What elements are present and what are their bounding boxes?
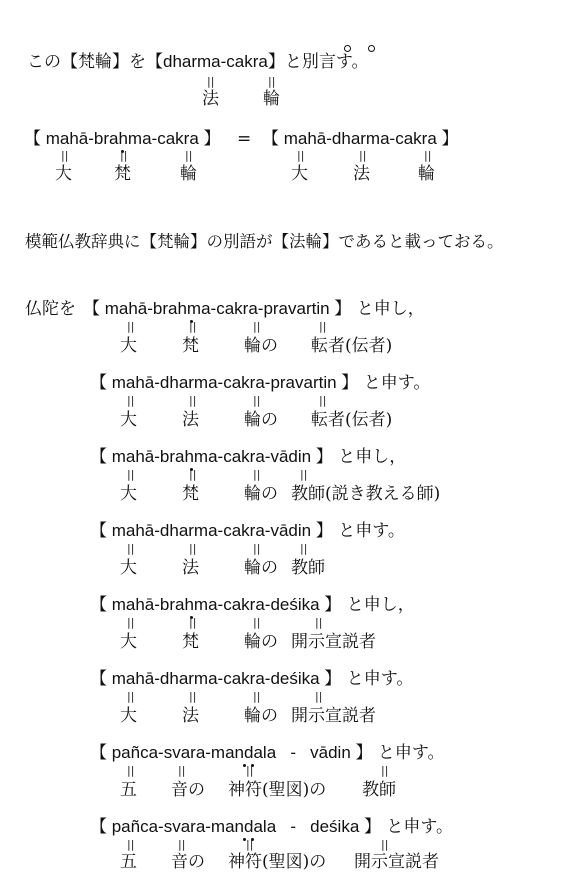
equality-mark: ||: [185, 149, 193, 162]
equality-mark: ||: [300, 542, 308, 555]
equality-mark: ||: [61, 149, 69, 162]
gloss-char: 音の: [171, 852, 205, 872]
buddha-intro: 仏陀を: [25, 299, 76, 319]
gloss-char: 輪の: [244, 706, 278, 726]
equation-right: 【 mahā-dharma-cakra 】: [262, 129, 459, 148]
intro-text-b: 】と別言す。: [267, 52, 369, 72]
entry-tail: と申し，: [356, 299, 425, 319]
gloss-char: 輪: [418, 164, 435, 184]
equality-mark: ||: [127, 542, 135, 555]
note-line: 模範仏教辞典に【梵輪】の別語が【法輪】であると載っておる。: [25, 232, 504, 251]
equality-mark: ||: [127, 838, 135, 851]
entry-term: 【 mahā-dharma-cakra-deśika 】: [90, 669, 342, 688]
gloss-char: 輪の: [244, 484, 278, 504]
equality-mark: ||: [189, 468, 197, 481]
entry-tail: と申す。: [386, 817, 454, 837]
intro-term: dharma-cakra: [163, 52, 268, 71]
entry-tail: と申す。: [338, 521, 405, 541]
equality-mark: ||: [189, 616, 197, 629]
gloss-char: 法: [182, 410, 199, 430]
equality-mark: ||: [189, 690, 197, 703]
gloss-char: 大: [291, 164, 308, 184]
equality-mark: ||: [300, 468, 308, 481]
gloss-char: 神符(聖図)の: [228, 780, 327, 800]
gloss-char: 梵: [114, 164, 131, 184]
equality-mark: ||: [253, 468, 261, 481]
equality-mark: ||: [253, 542, 261, 555]
gloss-char: 開示宣説者: [291, 706, 376, 726]
gloss-char: 法: [202, 89, 219, 109]
entry-term: 【 mahā-brahma-cakra-pravartin 】: [83, 299, 352, 318]
entry-line: [90, 817, 453, 837]
gloss-char: 輪の: [244, 410, 278, 430]
equality-mark: ||: [189, 320, 197, 333]
entry-line: [90, 373, 430, 393]
gloss-char: 大: [120, 558, 137, 578]
gloss-char: 大: [120, 484, 137, 504]
equality-mark: ||: [381, 838, 389, 851]
equality-mark: ||: [253, 616, 261, 629]
gloss-char: 音の: [171, 780, 205, 800]
gloss-char: 法: [353, 164, 370, 184]
entry-line: [83, 299, 425, 319]
entry-term: 【 mahā-brahma-cakra-deśika 】: [90, 595, 342, 614]
equality-mark: ||: [120, 149, 128, 162]
entry-tail: と申す。: [346, 669, 414, 689]
entry-line: [90, 447, 406, 467]
equality-mark: ||: [246, 838, 254, 851]
equality-mark: ||: [189, 542, 197, 555]
equality-mark: ||: [253, 394, 261, 407]
gloss-char: 大: [55, 164, 72, 184]
entry-term: 【 mahā-dharma-cakra-vādin 】: [90, 521, 333, 540]
gloss-char: 梵: [182, 632, 199, 652]
gloss-char: 大: [120, 706, 137, 726]
equality-mark: ||: [315, 690, 323, 703]
entry-tail: と申し，: [346, 595, 415, 615]
entry-line: [90, 521, 405, 541]
gloss-char: 輪の: [244, 336, 278, 356]
entry-term: 【 pañca-svara-mandala - deśika 】: [90, 817, 382, 836]
equality-mark: ||: [319, 320, 327, 333]
accent-ring: [368, 45, 375, 52]
gloss-char: 梵: [182, 484, 199, 504]
equality-mark: ||: [178, 838, 186, 851]
entry-tail: と申し，: [338, 447, 407, 467]
equality-mark: ||: [127, 764, 135, 777]
equation-operator: =: [237, 129, 252, 149]
gloss-char: 開示宣説者: [354, 852, 439, 872]
gloss-char: 梵: [182, 336, 199, 356]
gloss-char: 教師: [291, 558, 325, 578]
equality-mark: ||: [268, 75, 276, 88]
equality-mark: ||: [381, 764, 389, 777]
equality-mark: ||: [246, 764, 254, 777]
equality-mark: ||: [127, 690, 135, 703]
gloss-char: 転者(伝者): [311, 410, 393, 430]
equality-mark: ||: [297, 149, 305, 162]
equality-mark: ||: [178, 764, 186, 777]
gloss-char: 大: [120, 632, 137, 652]
gloss-char: 五: [120, 852, 137, 872]
entry-tail: と申す。: [377, 743, 445, 763]
accent-ring: [344, 45, 351, 52]
equality-mark: ||: [424, 149, 432, 162]
equality-mark: ||: [315, 616, 323, 629]
gloss-char: 大: [120, 410, 137, 430]
entry-line: [90, 669, 413, 689]
equality-mark: ||: [253, 320, 261, 333]
gloss-char: 輪: [180, 164, 197, 184]
entry-term: 【 pañca-svara-mandala - vādin 】: [90, 743, 373, 762]
entry-term: 【 mahā-dharma-cakra-pravartin 】: [90, 373, 359, 392]
equality-mark: ||: [359, 149, 367, 162]
gloss-char: 法: [182, 706, 199, 726]
intro-text-a: この【梵輪】を【: [27, 52, 163, 72]
gloss-char: 輪: [263, 89, 280, 109]
equality-mark: ||: [207, 75, 215, 88]
gloss-char: 輪の: [244, 558, 278, 578]
entry-line: [90, 595, 415, 615]
gloss-char: 大: [120, 336, 137, 356]
equality-mark: ||: [127, 320, 135, 333]
gloss-char: 神符(聖図)の: [228, 852, 327, 872]
entry-tail: と申す。: [363, 373, 431, 393]
intro-line: [27, 52, 369, 72]
gloss-char: 法: [182, 558, 199, 578]
entry-line: [90, 743, 445, 763]
gloss-char: 開示宣説者: [291, 632, 376, 652]
equality-mark: ||: [253, 690, 261, 703]
equality-mark: ||: [127, 616, 135, 629]
equality-mark: ||: [127, 468, 135, 481]
gloss-char: 教師: [362, 780, 396, 800]
gloss-char: 五: [120, 780, 137, 800]
equality-mark: ||: [189, 394, 197, 407]
equality-mark: ||: [319, 394, 327, 407]
gloss-char: 輪の: [244, 632, 278, 652]
equality-mark: ||: [127, 394, 135, 407]
gloss-char: 教師(説き教える師): [291, 484, 441, 504]
entry-term: 【 mahā-brahma-cakra-vādin 】: [90, 447, 333, 466]
gloss-char: 転者(伝者): [311, 336, 393, 356]
equation-left: 【 mahā-brahma-cakra 】: [24, 129, 221, 148]
